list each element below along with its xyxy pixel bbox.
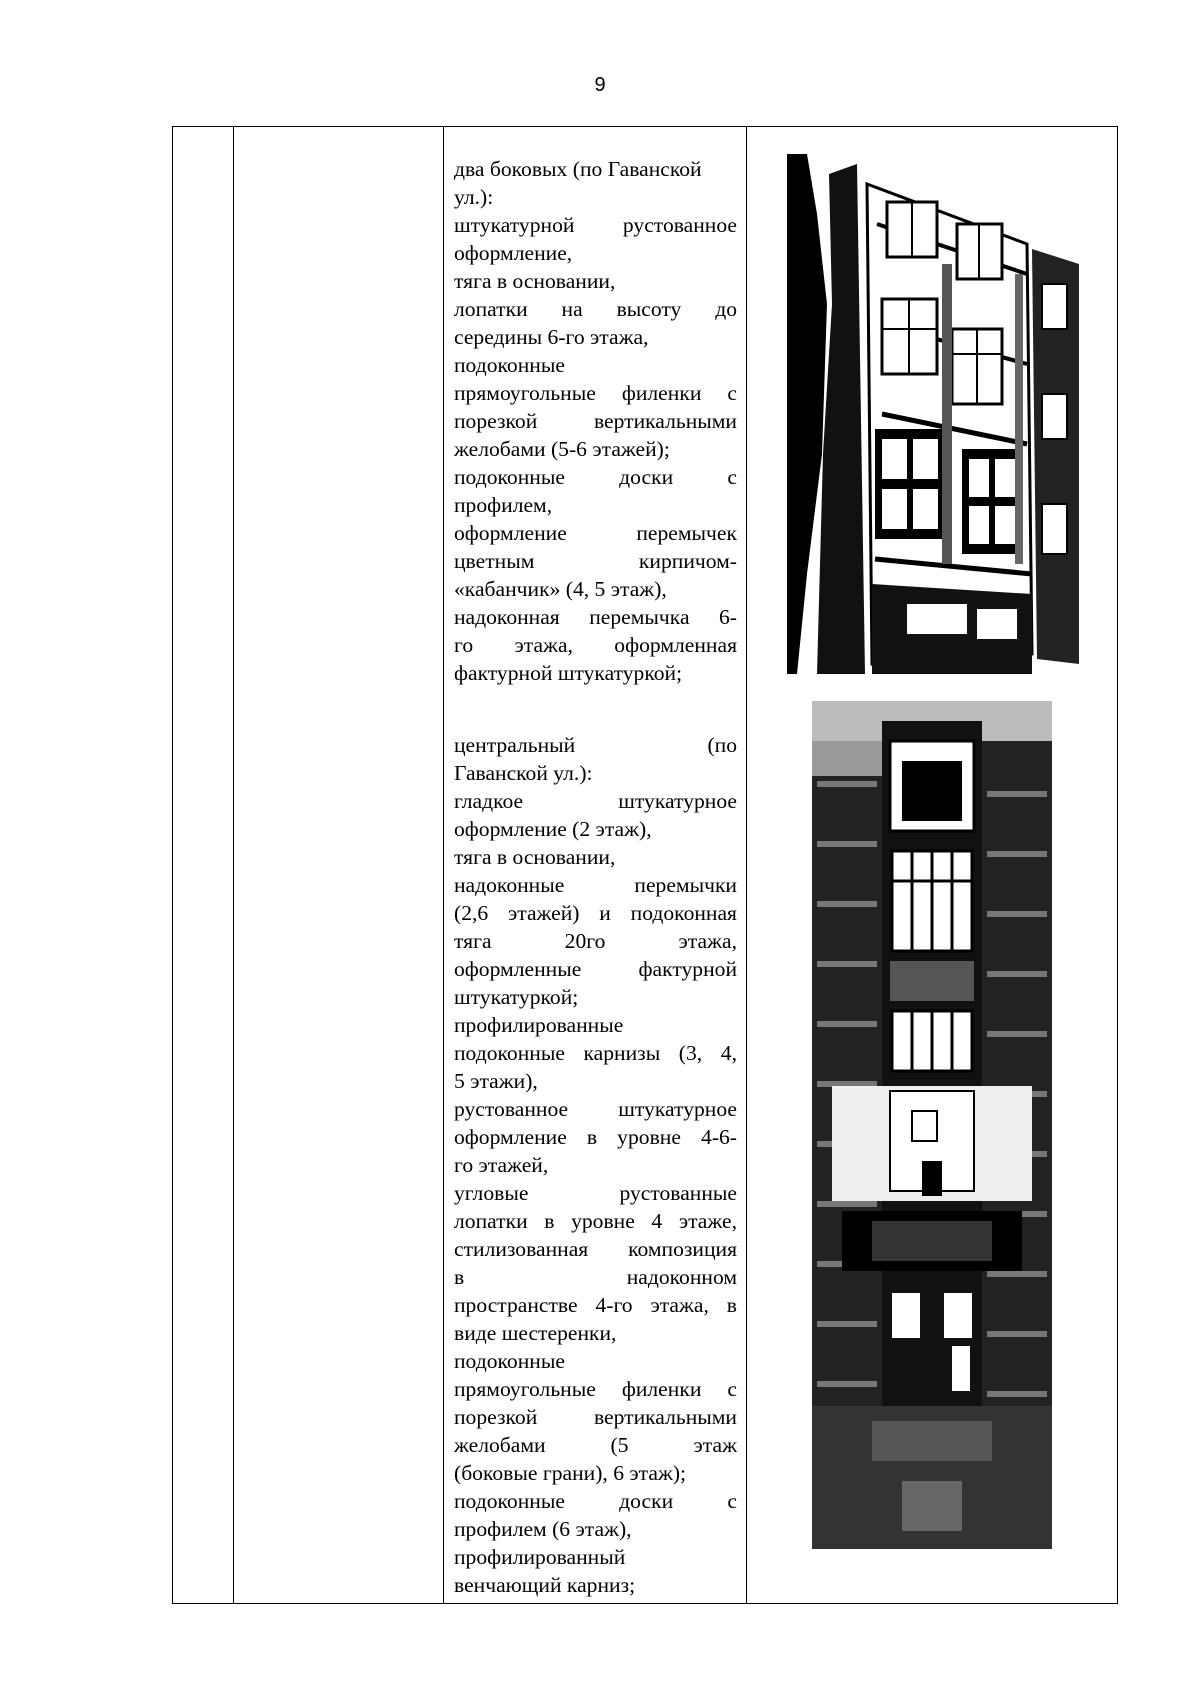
page-number: 9 <box>594 74 606 96</box>
description-line: гладкое штукатурное <box>454 789 737 813</box>
description-line: подоконные <box>454 353 565 377</box>
description-line: (2,6 этажей) и подоконная <box>454 901 737 925</box>
description-line: желобами (5 этаж <box>454 1433 737 1457</box>
description-line: тяга в основании, <box>454 269 616 293</box>
description-line: профилем (6 этаж), <box>454 1517 632 1541</box>
description-line: подоконные доски с <box>454 465 737 489</box>
central-facade-photo-image <box>812 701 1052 1549</box>
description-line: штукатурной рустованное <box>454 213 737 237</box>
description-line: (боковые грани), 6 этаж); <box>454 1461 687 1485</box>
side-facade-photo <box>787 154 1079 674</box>
description-line: профилированный <box>454 1545 626 1569</box>
central-facade-description <box>444 687 746 1599</box>
description-line: оформление в уровне 4-6- <box>454 1125 737 1149</box>
description-line: Гаванской ул.): <box>454 761 593 785</box>
description-line: рустованное штукатурное <box>454 1097 737 1121</box>
description-line: оформленные фактурной <box>454 957 737 981</box>
photo-column <box>747 127 1117 1603</box>
description-line: оформление, <box>454 241 573 265</box>
description-line: фактурной штукатуркой; <box>454 661 683 685</box>
description-line: угловые рустованные <box>454 1181 737 1205</box>
side-facades-description <box>444 127 746 687</box>
description-line: ул.): <box>454 185 494 209</box>
description-line: надоконная перемычка 6- <box>454 605 737 629</box>
description-line: цветным кирпичом- <box>454 549 737 573</box>
description-line: в надоконном <box>454 1265 737 1289</box>
description-line: прямоугольные филенки с <box>454 1377 737 1401</box>
description-line: подоконные карнизы (3, 4, <box>454 1041 737 1065</box>
side-facade-photo-image <box>787 154 1079 674</box>
description-line: тяга 20го этажа, <box>454 929 737 953</box>
description-line: желобами (5-6 этажей); <box>454 437 670 461</box>
description-line: два боковых (по Гаванской <box>454 157 702 181</box>
description-line: го этажа, оформленная <box>454 633 737 657</box>
facade-elements-table <box>172 126 1118 1604</box>
description-line: центральный (по <box>454 733 737 757</box>
number-cell <box>173 127 234 1604</box>
description-line: подоконные <box>454 1349 565 1373</box>
description-line: порезкой вертикальными <box>454 409 737 433</box>
description-line: профилем, <box>454 493 553 517</box>
description-line: надоконные перемычки <box>454 873 737 897</box>
description-line: прямоугольные филенки с <box>454 381 737 405</box>
description-line: го этажей, <box>454 1153 549 1177</box>
description-cell <box>444 127 747 1604</box>
description-line: венчающий карниз; <box>454 1573 636 1597</box>
description-line: лопатки в уровне 4 этаже, <box>454 1209 737 1233</box>
description-line: штукатуркой; <box>454 985 579 1009</box>
table-row <box>173 127 1118 1604</box>
description-line: порезкой вертикальными <box>454 1405 737 1429</box>
central-facade-photo <box>812 701 1052 1549</box>
description-line: виде шестеренки, <box>454 1321 617 1345</box>
description-line: середины 6-го этажа, <box>454 325 649 349</box>
description-line: подоконные доски с <box>454 1489 737 1513</box>
description-line: тяга в основании, <box>454 845 616 869</box>
photo-cell <box>747 127 1118 1604</box>
description-line: оформление (2 этаж), <box>454 817 652 841</box>
description-line: пространстве 4-го этажа, в <box>454 1293 737 1317</box>
description-line: стилизованная композиция <box>454 1237 737 1261</box>
description-line: оформление перемычек <box>454 521 737 545</box>
description-line: профилированные <box>454 1013 624 1037</box>
description-line: «кабанчик» (4, 5 этаж), <box>454 577 667 601</box>
element-name-cell <box>234 127 444 1604</box>
description-line: 5 этажи), <box>454 1069 538 1093</box>
description-line: лопатки на высоту до <box>454 297 737 321</box>
